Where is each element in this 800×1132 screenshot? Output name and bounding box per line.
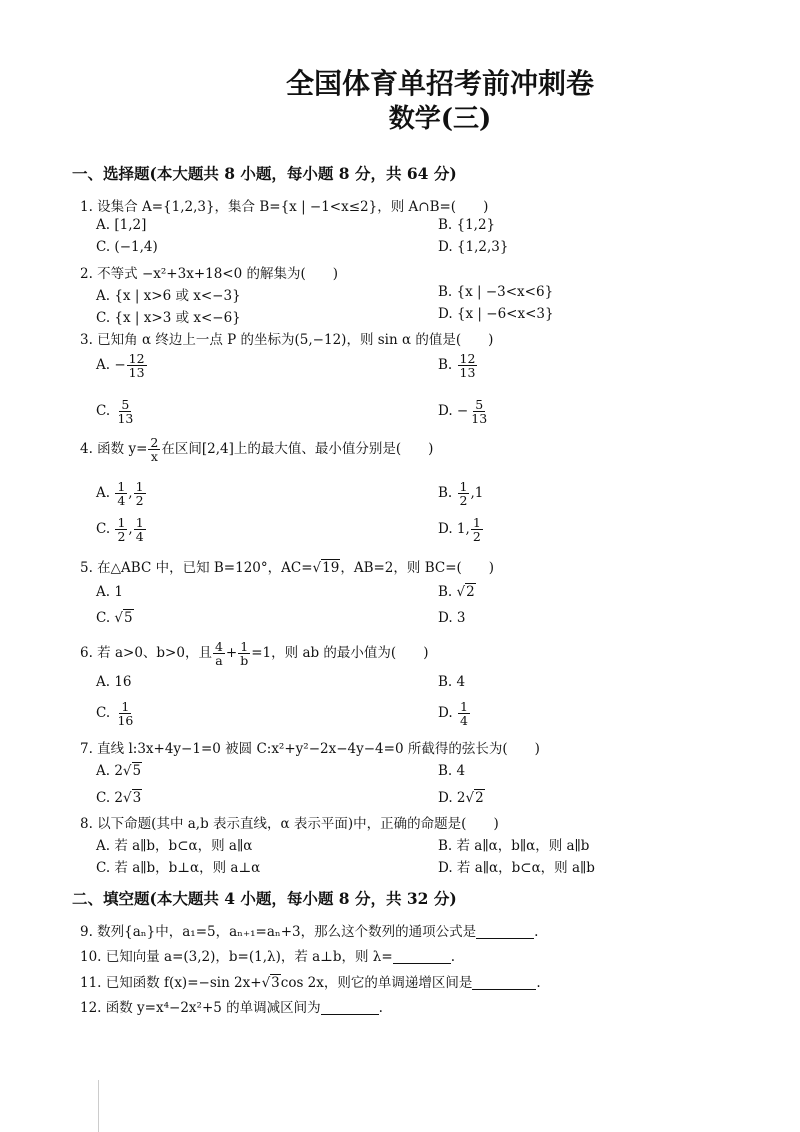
q4-option-d bbox=[438, 516, 484, 543]
denominator: 13 bbox=[117, 411, 134, 427]
q6-option-a: A. 16 bbox=[96, 674, 132, 690]
denominator: 16 bbox=[117, 713, 134, 729]
q11-end: . bbox=[536, 975, 541, 991]
numerator: 5 bbox=[121, 397, 130, 412]
q4-option-b bbox=[438, 480, 483, 507]
q4-c-fraction-2 bbox=[134, 516, 146, 543]
q3-a-fraction bbox=[127, 352, 147, 379]
q11-radicand: 3 bbox=[271, 975, 280, 991]
q7-option-b: B. 4 bbox=[438, 763, 466, 779]
question-2: 2. 不等式 −x²+3x+18<0 的解集为( ) bbox=[80, 266, 339, 282]
q3-option-d bbox=[438, 398, 490, 425]
q4-a-fraction-2 bbox=[134, 480, 146, 507]
q6-stem-pre: 6. 若 a>0、b>0，且 bbox=[80, 645, 212, 662]
q3-d-label: D. − bbox=[438, 403, 469, 420]
q7-option-c bbox=[96, 790, 142, 806]
denominator: 13 bbox=[128, 365, 145, 381]
q4-stem-fraction bbox=[148, 436, 160, 463]
q9-end: . bbox=[534, 924, 539, 940]
q12-end: . bbox=[378, 1000, 383, 1016]
numerator: 1 bbox=[135, 479, 144, 494]
question-5 bbox=[80, 556, 494, 576]
q5-option-a: A. 1 bbox=[96, 584, 123, 600]
q10-end: . bbox=[450, 949, 455, 965]
denominator: b bbox=[240, 653, 249, 669]
q7-c-radicand: 3 bbox=[132, 790, 142, 806]
q7-a-label: A. 2√ bbox=[96, 763, 132, 779]
q4-b-label: B. bbox=[438, 485, 453, 502]
question-1: 1. 设集合 A={1,2,3}，集合 B={x | −1<x≤2}，则 A∩B=( ) bbox=[80, 199, 489, 215]
q4-b-fraction bbox=[458, 480, 470, 507]
q3-b-fraction bbox=[458, 352, 478, 379]
answer-blank[interactable] bbox=[476, 924, 534, 939]
q3-a-label: A. − bbox=[96, 357, 126, 374]
q4-d-fraction bbox=[471, 516, 483, 543]
denominator: 13 bbox=[471, 411, 488, 427]
q3-option-b bbox=[438, 352, 478, 379]
q7-d-label: D. 2√ bbox=[438, 790, 475, 806]
q6-option-d bbox=[438, 700, 471, 727]
q6-d-label: D. bbox=[438, 705, 453, 722]
q5-option-b bbox=[438, 584, 476, 600]
question-6 bbox=[80, 640, 428, 667]
exam-title: 全国体育单招考前冲刺卷 bbox=[285, 67, 594, 100]
q6-plus: + bbox=[225, 645, 238, 662]
q4-stem-pre: 4. 函数 y= bbox=[80, 441, 148, 458]
q11-text-pre: 11. 已知函数 f(x)=−sin 2x+√ bbox=[80, 975, 271, 991]
q3-b-label: B. bbox=[438, 357, 453, 374]
section-heading-fill: 二、填空题(本大题共 4 小题，每小题 8 分，共 32 分) bbox=[72, 889, 457, 908]
numerator: 1 bbox=[117, 479, 126, 494]
q5-option-d: D. 3 bbox=[438, 610, 466, 626]
q6-c-label: C. bbox=[96, 705, 111, 722]
numerator: 1 bbox=[240, 639, 249, 654]
answer-blank[interactable] bbox=[321, 1000, 379, 1015]
q4-d-label: D. 1, bbox=[438, 521, 470, 538]
q1-option-c: C. (−1,4) bbox=[96, 239, 158, 255]
q6-option-c bbox=[96, 700, 136, 727]
q6-option-b: B. 4 bbox=[438, 674, 466, 690]
numerator: 2 bbox=[150, 435, 159, 450]
denominator: 2 bbox=[135, 493, 144, 509]
answer-blank[interactable] bbox=[393, 949, 451, 964]
q1-option-b: B. {1,2} bbox=[438, 217, 496, 233]
answer-blank[interactable] bbox=[472, 975, 536, 990]
question-3: 3. 已知角 α 终边上一点 P 的坐标为(5,−12)，则 sin α 的值是( ) bbox=[80, 332, 494, 348]
q2-option-a: A. {x | x>6 或 x<−3} bbox=[96, 288, 241, 304]
q2-option-b: B. {x | −3<x<6} bbox=[438, 284, 554, 300]
section-heading-choice: 一、选择题(本大题共 8 小题，每小题 8 分，共 64 分) bbox=[72, 164, 457, 183]
question-8: 8. 以下命题(其中 a,b 表示直线，α 表示平面)中，正确的命题是( ) bbox=[80, 816, 499, 832]
q4-a-label: A. bbox=[96, 485, 111, 502]
question-11 bbox=[80, 971, 541, 991]
q7-d-radicand: 2 bbox=[475, 790, 484, 806]
q4-stem-post: 在区间[2,4]上的最大值、最小值分别是( ) bbox=[161, 441, 434, 458]
q11-text-post: cos 2x，则它的单调递增区间是 bbox=[280, 975, 473, 991]
q7-a-radicand: 5 bbox=[132, 763, 142, 779]
q8-option-a: A. 若 a∥b，b⊂α，则 a∥α bbox=[96, 838, 253, 854]
q3-c-label: C. bbox=[96, 403, 111, 420]
q6-stem-post: =1，则 ab 的最小值为( ) bbox=[251, 645, 429, 662]
q1-option-d: D. {1,2,3} bbox=[438, 239, 509, 255]
q4-b-post: ,1 bbox=[470, 485, 484, 502]
q7-c-label: C. 2√ bbox=[96, 790, 132, 806]
q10-text: 10. 已知向量 a=(3,2)，b=(1,λ)，若 a⊥b，则 λ= bbox=[80, 949, 393, 965]
q6-fraction-2 bbox=[238, 640, 250, 667]
question-4 bbox=[80, 436, 433, 463]
q6-fraction-1 bbox=[213, 640, 225, 667]
q5-c-radicand: 5 bbox=[124, 610, 133, 626]
denominator: 2 bbox=[117, 529, 126, 545]
q12-text: 12. 函数 y=x⁴−2x²+5 的单调减区间为 bbox=[80, 1000, 321, 1016]
q5-b-label: B. √ bbox=[438, 584, 466, 600]
denominator: x bbox=[150, 449, 158, 465]
q4-option-c: C. $\frac{1}{2}$ , $\frac{1}{4}$ bbox=[96, 515, 144, 545]
numerator: 1 bbox=[459, 479, 468, 494]
q8-option-c: C. 若 a∥b，b⊥α，则 a⊥α bbox=[96, 860, 261, 876]
question-7: 7. 直线 l:3x+4y−1=0 被圆 C:x²+y²−2x−4y−4=0 所截得的弦长为( ) bbox=[80, 741, 540, 757]
q4-c-fraction-1 bbox=[115, 516, 127, 543]
q5-stem-post: ，AB=2，则 BC=( ) bbox=[340, 560, 495, 576]
numerator: 1 bbox=[472, 515, 481, 530]
q6-c-fraction bbox=[115, 700, 135, 727]
q2-option-d: D. {x | −6<x<3} bbox=[438, 306, 554, 322]
denominator: 4 bbox=[135, 529, 144, 545]
q5-option-c bbox=[96, 610, 134, 626]
question-9 bbox=[80, 920, 538, 940]
q5-c-label: C. √ bbox=[96, 610, 124, 626]
denominator: 4 bbox=[117, 493, 126, 509]
numerator: 1 bbox=[117, 515, 126, 530]
q3-d-fraction bbox=[469, 398, 489, 425]
q4-a-fraction-1 bbox=[115, 480, 127, 507]
denominator: 13 bbox=[459, 365, 476, 381]
q3-option-c bbox=[96, 398, 136, 425]
scan-margin-line bbox=[98, 1080, 99, 1132]
question-10 bbox=[80, 945, 455, 965]
numerator: 1 bbox=[459, 699, 468, 714]
numerator: 4 bbox=[214, 639, 223, 654]
q5-radicand: 19 bbox=[322, 560, 340, 576]
numerator: 5 bbox=[475, 397, 484, 412]
numerator: 12 bbox=[459, 351, 476, 366]
q4-c-label: C. bbox=[96, 521, 111, 538]
q9-text: 9. 数列{aₙ}中，a₁=5，aₙ₊₁=aₙ+3，那么这个数列的通项公式是 bbox=[80, 924, 477, 940]
q4-option-a: A. $\frac{1}{4}$ , $\frac{1}{2}$ bbox=[96, 479, 144, 509]
denominator: 4 bbox=[459, 713, 468, 729]
q7-option-a bbox=[96, 763, 142, 779]
question-12 bbox=[80, 996, 383, 1016]
exam-subtitle: 数学(三) bbox=[388, 104, 492, 134]
q5-stem-pre: 5. 在△ABC 中，已知 B=120°，AC=√ bbox=[80, 560, 322, 576]
q8-option-d: D. 若 a∥α，b⊂α，则 a∥b bbox=[438, 860, 595, 876]
q7-option-d bbox=[438, 790, 485, 806]
numerator: 1 bbox=[135, 515, 144, 530]
q3-option-a bbox=[96, 352, 148, 379]
denominator: 2 bbox=[472, 529, 481, 545]
q5-b-radicand: 2 bbox=[466, 584, 475, 600]
q6-d-fraction bbox=[458, 700, 470, 727]
numerator: 1 bbox=[121, 699, 130, 714]
q3-c-fraction bbox=[115, 398, 135, 425]
q2-option-c: C. {x | x>3 或 x<−6} bbox=[96, 310, 241, 326]
denominator: a bbox=[215, 653, 223, 669]
q8-option-b: B. 若 a∥α，b∥α，则 a∥b bbox=[438, 838, 590, 854]
denominator: 2 bbox=[459, 493, 468, 509]
q1-option-a: A. [1,2] bbox=[96, 217, 147, 233]
numerator: 12 bbox=[128, 351, 145, 366]
